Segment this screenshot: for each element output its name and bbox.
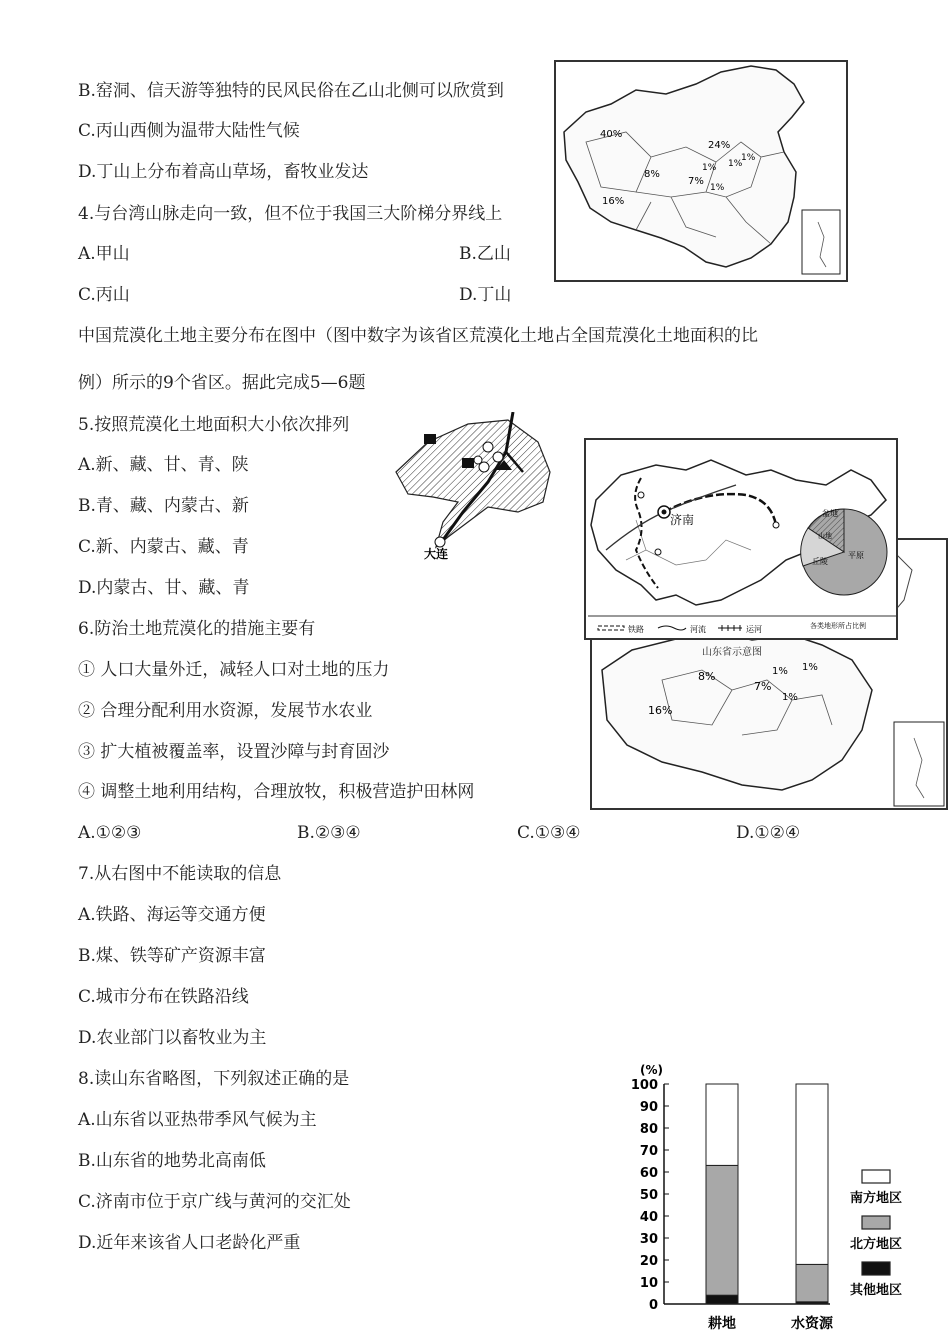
map-label: 16%	[648, 704, 673, 717]
intro-line-2: 例）所示的9个省区。据此完成5—6题	[78, 373, 366, 393]
q7-stem: 7.从右图中不能读取的信息	[78, 864, 282, 884]
q5-option-c: C.新、内蒙古、藏、青	[78, 537, 249, 557]
city-label-jinan: 济南	[670, 513, 695, 527]
map-label: 1%	[741, 153, 756, 163]
pie-title: 各类地形所占比例	[810, 622, 866, 630]
liaoning-map	[388, 412, 568, 562]
map-label: 8%	[644, 169, 660, 180]
coal-symbol	[424, 434, 436, 444]
y-tick-label: 60	[639, 1166, 658, 1181]
q6-option-a: A.①②③	[78, 823, 142, 843]
map-label: 1%	[710, 183, 725, 193]
q6-option-b: B.②③④	[297, 823, 361, 843]
q6-item-3: ③ 扩大植被覆盖率，设置沙障与封育固沙	[78, 742, 390, 762]
y-tick-label: 10	[639, 1276, 658, 1291]
q6-item-1: ① 人口大量外迁，减轻人口对土地的压力	[78, 660, 390, 680]
city-dot	[483, 442, 493, 452]
q3-option-d: D.丁山上分布着高山草场，畜牧业发达	[78, 162, 369, 182]
y-tick-label: 0	[648, 1298, 658, 1313]
q8-stem: 8.读山东省略图，下列叙述正确的是	[78, 1069, 350, 1089]
category-label: 耕地	[708, 1316, 736, 1332]
legend-swatch	[862, 1262, 890, 1275]
city-label-dalian: 大连	[424, 547, 449, 561]
legend-label: 南方地区	[849, 1191, 903, 1206]
q3-option-c: C.丙山西侧为温带大陆性气候	[78, 121, 300, 141]
y-tick-label: 20	[639, 1254, 658, 1269]
legend-label: 北方地区	[849, 1237, 903, 1252]
y-tick-label: 90	[639, 1100, 658, 1115]
legend-canal-icon	[718, 625, 742, 631]
q6-item-4: ④ 调整土地利用结构，合理放牧，积极营造护田林网	[78, 782, 475, 802]
map-label: 40%	[600, 129, 623, 140]
map-label: 16%	[602, 196, 625, 207]
y-tick-label: 40	[639, 1210, 658, 1225]
legend-river-icon	[658, 626, 686, 630]
q4-option-b: B.乙山	[459, 244, 511, 264]
legend-rail-icon	[598, 626, 624, 630]
shandong-map-caption: 山东省示意图	[702, 647, 762, 658]
q7-option-c: C.城市分布在铁路沿线	[78, 987, 249, 1007]
q4-option-d: D.丁山	[459, 285, 512, 305]
q4-option-c: C.丙山	[78, 285, 130, 305]
bar-segment	[706, 1084, 738, 1165]
map-label: 7%	[688, 176, 704, 187]
q4-stem: 4.与台湾山脉走向一致，但不位于我国三大阶梯分界线上	[78, 204, 503, 224]
bar-segment	[706, 1165, 738, 1295]
city-dot	[493, 452, 503, 462]
q6-option-d: D.①②④	[736, 823, 801, 843]
bar-segment	[706, 1295, 738, 1304]
land-water-chart	[600, 1058, 940, 1338]
y-tick-label: 80	[639, 1122, 658, 1137]
q6-option-c: C.①③④	[517, 823, 581, 843]
y-axis-label: (%)	[640, 1063, 663, 1077]
stacked-bar-chart	[600, 1058, 940, 1338]
q7-option-a: A.铁路、海运等交通方便	[78, 905, 266, 925]
pie-label: 盆地	[822, 509, 838, 518]
shandong-map	[584, 438, 898, 640]
pie-label: 山地	[818, 532, 832, 540]
city-dot	[474, 456, 482, 464]
q8-option-c: C.济南市位于京广线与黄河的交汇处	[78, 1192, 351, 1212]
bar-segment	[796, 1264, 828, 1301]
map-label: 1%	[772, 666, 788, 677]
legend-label: 河流	[690, 625, 706, 634]
intro-line-1: 中国荒漠化土地主要分布在图中（图中数字为该省区荒漠化土地占全国荒漠化土地面积的比	[78, 326, 758, 346]
q6-stem: 6.防治土地荒漠化的措施主要有	[78, 619, 316, 639]
pie-label: 丘陵	[812, 557, 828, 566]
legend-label: 其他地区	[849, 1283, 903, 1298]
pie-label: 平原	[848, 551, 864, 560]
q3-option-b: B.窑洞、信天游等独特的民风民俗在乙山北侧可以欣赏到	[78, 81, 504, 101]
map-label: 8%	[698, 670, 716, 683]
map-label: 1%	[702, 163, 717, 173]
map-label: 1%	[782, 692, 798, 703]
bar-segment	[796, 1084, 828, 1264]
legend-label: 铁路	[628, 625, 644, 634]
y-tick-label: 70	[639, 1144, 658, 1159]
q6-item-2: ② 合理分配利用水资源，发展节水农业	[78, 701, 373, 721]
city-dot-dalian	[435, 537, 445, 547]
q5-stem: 5.按照荒漠化土地面积大小依次排列	[78, 415, 350, 435]
q5-option-d: D.内蒙古、甘、藏、青	[78, 578, 250, 598]
q4-option-a: A.甲山	[78, 244, 130, 264]
y-tick-label: 100	[630, 1078, 658, 1093]
q7-option-b: B.煤、铁等矿产资源丰富	[78, 946, 266, 966]
q8-option-d: D.近年来该省人口老龄化严重	[78, 1233, 301, 1253]
q8-option-a: A.山东省以亚热带季风气候为主	[78, 1110, 317, 1130]
map-label: 1%	[802, 662, 818, 673]
q5-option-a: A.新、藏、甘、青、陕	[78, 455, 249, 475]
y-tick-label: 50	[639, 1188, 658, 1203]
legend-label: 运河	[746, 625, 762, 634]
q8-option-b: B.山东省的地势北高南低	[78, 1151, 266, 1171]
y-tick-label: 30	[639, 1232, 658, 1247]
coal-symbol	[462, 458, 474, 468]
map-label: 24%	[708, 140, 731, 151]
legend-swatch	[862, 1216, 890, 1229]
map-label: 7%	[754, 680, 772, 693]
q5-option-b: B.青、藏、内蒙古、新	[78, 496, 249, 516]
category-label: 水资源	[791, 1316, 833, 1332]
map-label: 1%	[728, 159, 743, 169]
legend-swatch	[862, 1170, 890, 1183]
china-desert-map	[554, 60, 848, 282]
q7-option-d: D.农业部门以畜牧业为主	[78, 1028, 267, 1048]
